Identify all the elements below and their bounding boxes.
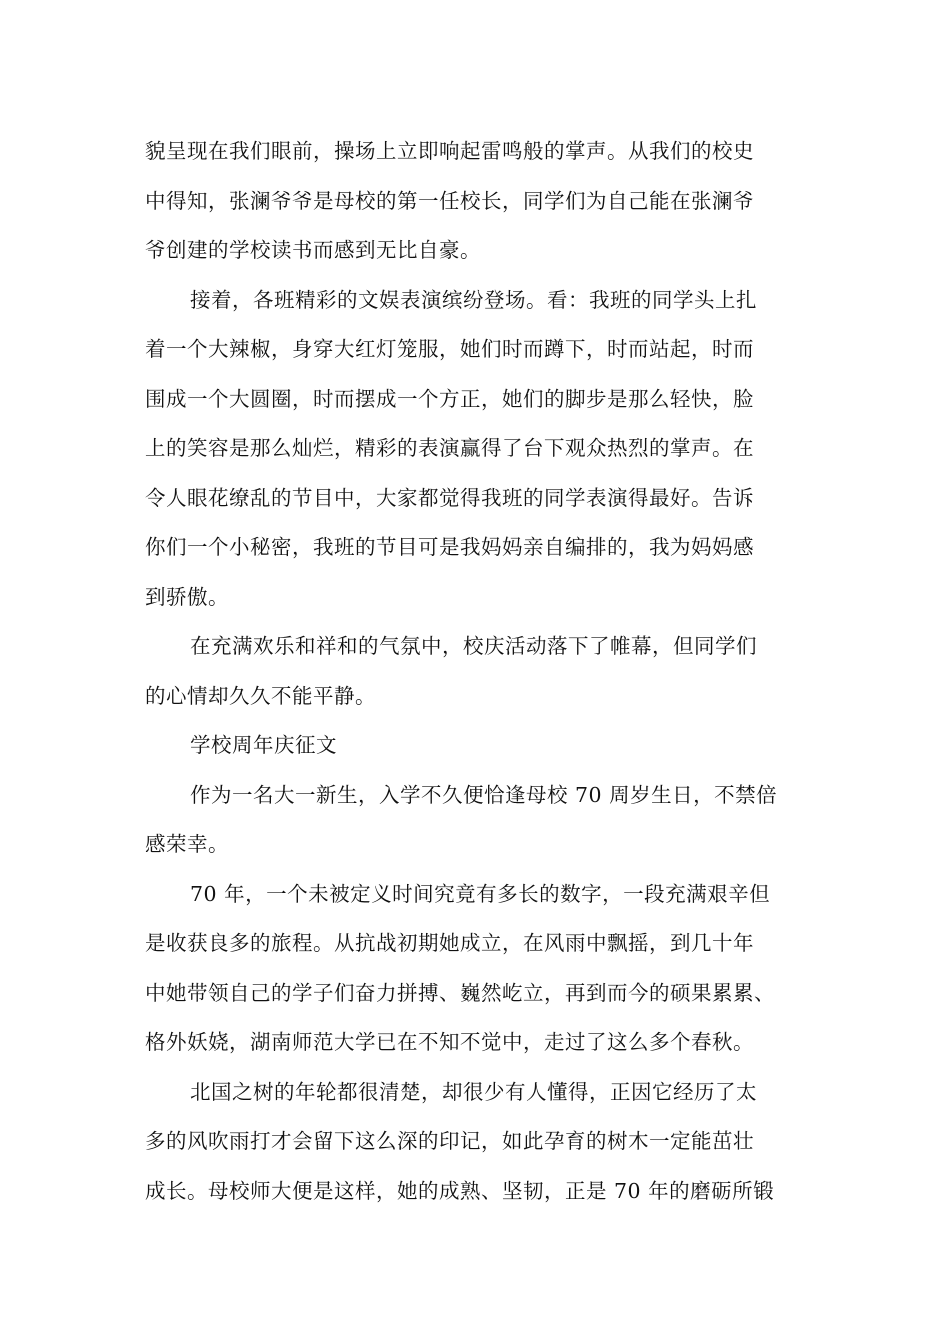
text-line: 格外妖娆，湖南师范大学已在不知不觉中，走过了这么多个春秋。 bbox=[145, 1030, 754, 1054]
text-line: 作为一名大一新生，入学不久便恰逢母校 70 周岁生日，不禁倍 bbox=[190, 782, 778, 807]
text-line: 中得知，张澜爷爷是母校的第一任校长，同学们为自己能在张澜爷 bbox=[145, 188, 754, 213]
text-line: 上的笑容是那么灿烂，精彩的表演赢得了台下观众热烈的掌声。在 bbox=[145, 436, 754, 460]
text-line: 中她带领自己的学子们奋力拼搏、巍然屹立，再到而今的硕果累累、 bbox=[145, 980, 775, 1005]
text-line: 到骄傲。 bbox=[145, 584, 229, 609]
text-line: 着一个大辣椒，身穿大红灯笼服，她们时而蹲下，时而站起，时而 bbox=[145, 337, 754, 361]
text-line: 在充满欢乐和祥和的气氛中，校庆活动落下了帷幕，但同学们 bbox=[190, 634, 757, 658]
text-line: 多的风吹雨打才会留下这么深的印记，如此孕育的树木一定能茁壮 bbox=[145, 1129, 754, 1153]
text-line: 成长。母校师大便是这样，她的成熟、坚韧，正是 70 年的磨砺所锻 bbox=[145, 1178, 775, 1203]
text-line: 北国之树的年轮都很清楚，却很少有人懂得，正因它经历了太 bbox=[190, 1079, 757, 1104]
text-line: 接着，各班精彩的文娱表演缤纷登场。看：我班的同学头上扎 bbox=[190, 287, 757, 312]
text-line: 感荣幸。 bbox=[145, 832, 229, 856]
text-line: 爷创建的学校读书而感到无比自豪。 bbox=[145, 238, 481, 262]
text-line: 是收获良多的旅程。从抗战初期她成立，在风雨中飘摇，到几十年 bbox=[145, 931, 754, 955]
text-line: 70 年，一个未被定义时间究竟有多长的数字，一段充满艰辛但 bbox=[190, 881, 771, 906]
text-line: 貌呈现在我们眼前，操场上立即响起雷鸣般的掌声。从我们的校史 bbox=[145, 139, 754, 163]
document-body bbox=[145, 127, 817, 1216]
text-line: 围成一个大圆圈，时而摆成一个方正，她们的脚步是那么轻快，脸 bbox=[145, 386, 754, 411]
section-title: 学校周年庆征文 bbox=[190, 733, 337, 757]
text-line: 的心情却久久不能平静。 bbox=[145, 683, 376, 708]
text-line: 令人眼花缭乱的节目中，大家都觉得我班的同学表演得最好。告诉 bbox=[145, 485, 754, 510]
text-line: 你们一个小秘密，我班的节目可是我妈妈亲自编排的，我为妈妈感 bbox=[145, 535, 754, 559]
